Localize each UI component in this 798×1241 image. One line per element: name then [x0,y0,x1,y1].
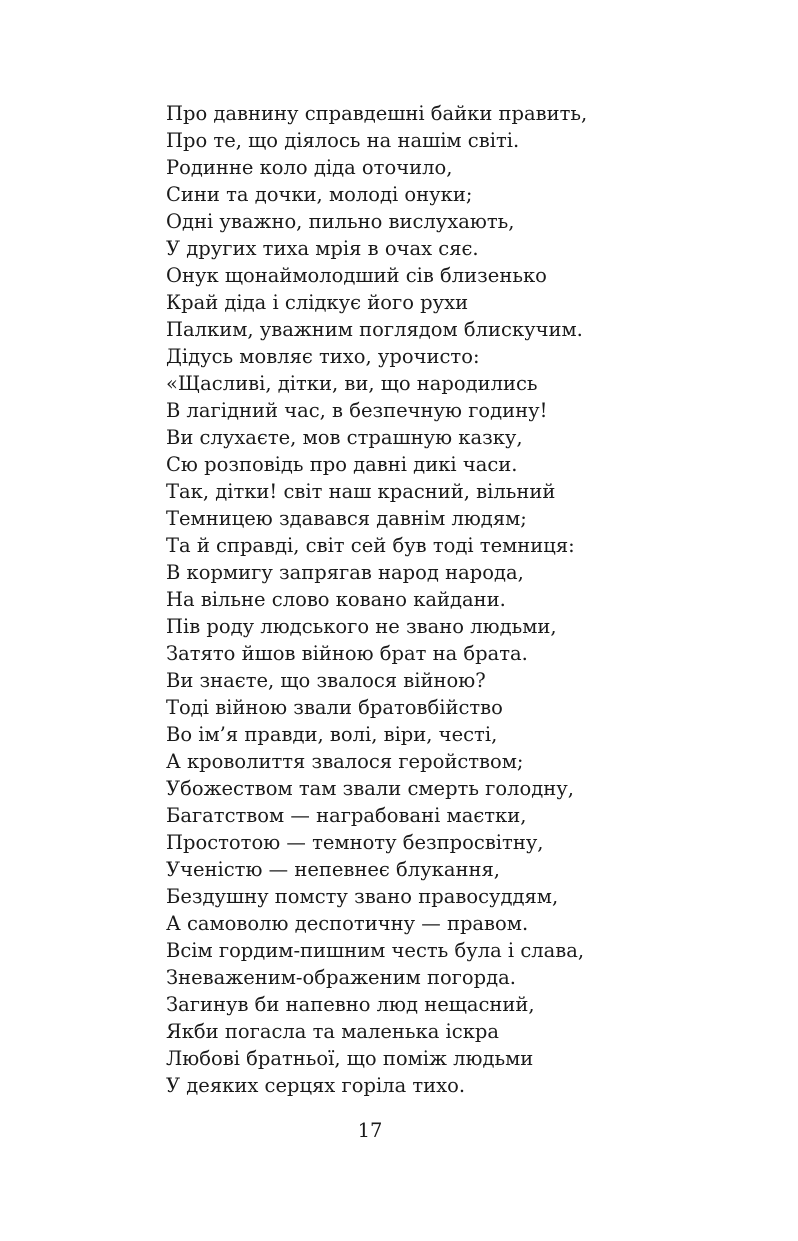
poem-line: На вільне слово ковано кайдани. [166,588,506,611]
poem-line: Убожеством там звали смерть голодну, [166,777,574,800]
poem-line: В кормигу запрягав народ народа, [166,561,524,584]
poem-line: Простотою — темноту безпросвітну, [166,831,544,854]
poem-line: Багатством — награбовані маєтки, [166,804,527,827]
poem-line: Сини та дочки, молоді онуки; [166,183,473,206]
poem-line: Любові братньої, що поміж людьми [166,1047,534,1070]
poem-line: Родинне коло діда оточило, [166,156,453,179]
poem-line: Ученістю — непевнеє блукання, [166,858,500,881]
poem-line: Онук щонаймолодший сів близенько [166,264,547,287]
poem-line: Палким, уважним поглядом блискучим. [166,318,583,341]
poem-line: Так, дітки! світ наш красний, вільний [166,480,556,503]
poem-line: Якби погасла та маленька іскра [166,1020,499,1043]
poem-line: Бездушну помсту звано правосуддям, [166,885,559,908]
poem-line: Зневаженим-ображеним погорда. [166,966,516,989]
poem-line: Ви знаєте, що звалося війною? [166,669,486,692]
poem-text [166,100,587,1099]
poem-line: Край діда і слідкує його рухи [166,291,469,314]
poem-line: Одні уважно, пильно вислухають, [166,210,515,233]
poem-line: Ви слухаєте, мов страшную казку, [166,426,523,449]
poem-line: Во ім’я правди, волі, віри, честі, [166,723,498,746]
poem-line: Про давнину справдешні байки править, [166,102,588,125]
poem-line: «Щасливі, дітки, ви, що народились [166,372,538,395]
poem-line: А самоволю деспотичну — правом. [166,912,529,935]
poem-line: Тоді війною звали братовбійство [166,696,503,719]
poem-line: Дідусь мовляє тихо, урочисто: [166,345,480,368]
poem-line: У других тиха мрія в очах сяє. [166,237,479,260]
poem-line: Сю розповідь про давні дикі часи. [166,453,518,476]
poem-line: В лагідний час, в безпечную годину! [166,399,548,422]
poem-line: У деяких серцях горіла тихо. [166,1074,466,1097]
poem-line: Загинув би напевно люд нещасний, [166,993,535,1016]
poem-line: Пів роду людського не звано людьми, [166,615,557,638]
poem-line: Затято йшов війною брат на брата. [166,642,528,665]
poem-line: Та й справді, світ сей був тоді темниця: [166,534,575,557]
poem-line: Всім гордим-пишним честь була і слава, [166,939,585,962]
poem-line: Про те, що діялось на нашім світі. [166,129,520,152]
page-number: 17 [357,1119,383,1142]
poem-line: Темницею здавався давнім людям; [166,507,527,530]
poem-line: А кроволиття звалося геройством; [166,750,524,773]
